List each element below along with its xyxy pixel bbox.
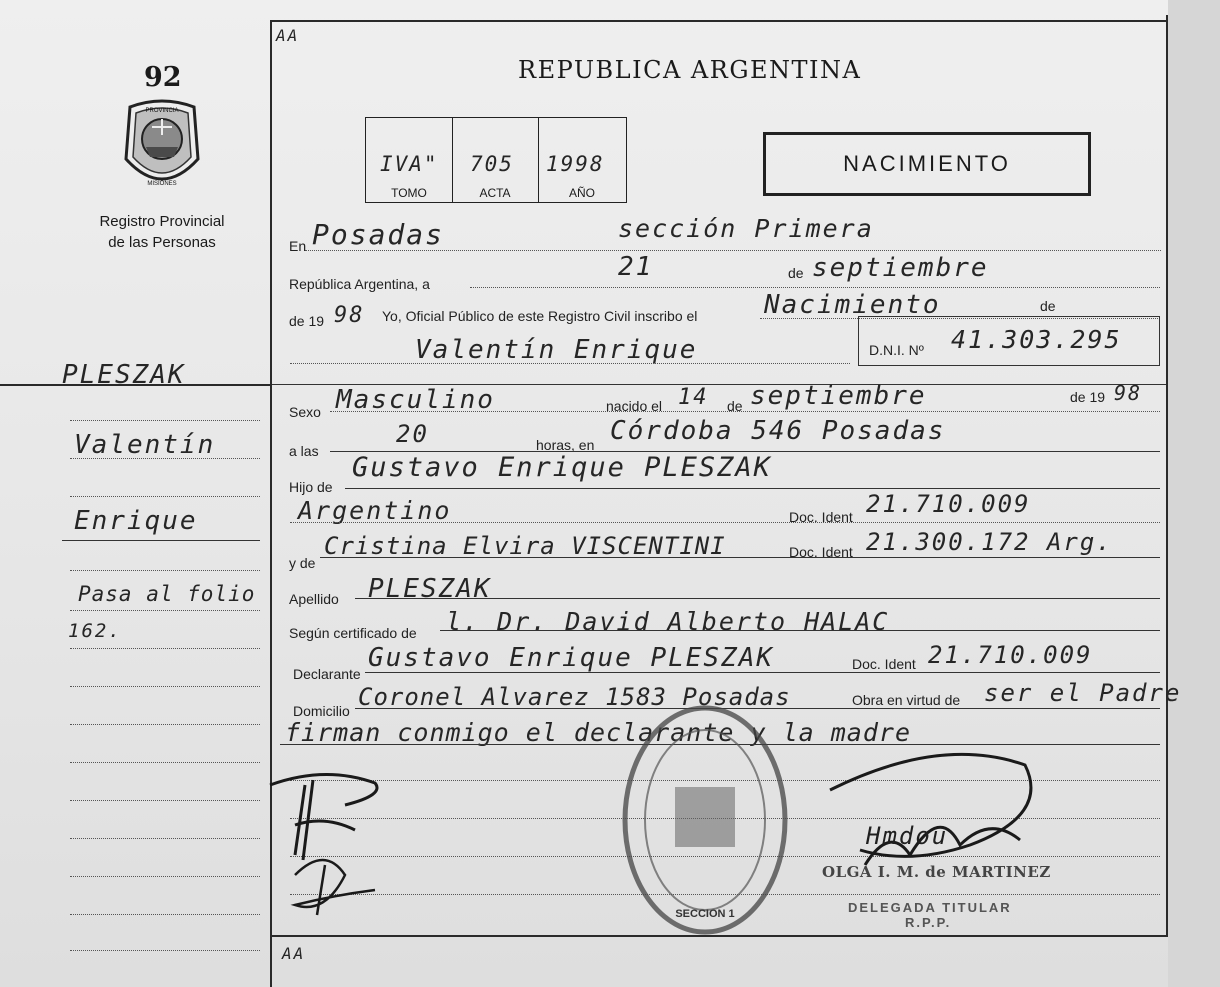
event-value: Nacimiento: [764, 290, 941, 320]
a-las-label: a las: [289, 443, 319, 459]
section-value: sección Primera: [618, 214, 874, 243]
country-title: REPUBLICA ARGENTINA: [518, 56, 862, 84]
registry-name-line1: Registro Provincial: [99, 213, 225, 230]
margin-pasa-line2: 162.: [68, 620, 122, 642]
officer-title: DELEGADA TITULAR: [848, 900, 1012, 915]
declarante-doc: 21.710.009: [928, 641, 1093, 669]
dni-label: D.N.I. Nº: [869, 342, 924, 358]
de-label: de: [788, 265, 804, 281]
row-line: [345, 488, 1160, 489]
tomo-value: IVA": [380, 152, 439, 176]
en-label: En: [289, 238, 307, 254]
margin-row-dots: [70, 420, 260, 421]
margin-row-dots: [70, 876, 260, 877]
seal-bottom-text: MISIONES: [147, 181, 177, 187]
hijo-label: Hijo de: [289, 479, 333, 495]
declarante-label: Declarante: [293, 666, 361, 682]
acta-label: ACTA: [479, 186, 511, 200]
apellido-label: Apellido: [289, 591, 339, 607]
officer-handwritten-signature: Hmdou: [866, 822, 949, 850]
acta-value: 705: [470, 152, 514, 176]
row-line: [365, 672, 1160, 673]
margin-row-dots: [70, 914, 260, 915]
margin-row-dots: [70, 950, 260, 951]
birth-month: septiembre: [750, 381, 927, 411]
registry-name-line2: de las Personas: [108, 234, 216, 251]
official-stamp-icon: [620, 702, 790, 938]
place-value: Posadas: [312, 218, 445, 251]
margin-name1: Valentín: [74, 430, 216, 460]
inscribo-label: Yo, Oficial Público de este Registro Civil inscribo el: [382, 308, 698, 324]
father-doc: 21.710.009: [866, 490, 1031, 518]
declarant-signature-icon: [265, 765, 405, 925]
doc-label-declarante: Doc. Ident: [852, 656, 916, 672]
row-dots: [290, 363, 850, 364]
father-name: Gustavo Enrique PLESZAK: [352, 452, 772, 483]
margin-row-dots: [70, 496, 260, 497]
row-dots: [330, 411, 1160, 412]
surname-value: PLESZAK: [368, 574, 492, 604]
corner-mark-top: AA: [276, 26, 300, 45]
obra-label: Obra en virtud de: [852, 692, 961, 708]
row-line: [355, 598, 1160, 599]
republica-label: República Argentina, a: [289, 276, 430, 292]
domicilio-value: Coronel Alvarez 1583 Posadas: [358, 683, 791, 711]
doc-label-mother: Doc. Ident: [789, 544, 853, 560]
row-line: [440, 630, 1160, 631]
margin-row-dots: [70, 570, 260, 571]
margin-row-dots: [70, 648, 260, 649]
margin-row-dots: [70, 686, 260, 687]
de3-label: de: [727, 398, 743, 414]
margin-row-dots: [70, 724, 260, 725]
declarante-value: Gustavo Enrique PLESZAK: [368, 643, 775, 673]
margin-name2: Enrique: [74, 506, 198, 536]
page-edge: [1168, 0, 1220, 987]
birth-year-suffix: 98: [1114, 381, 1143, 405]
child-names: Valentín Enrique: [415, 335, 698, 365]
de2-label: de: [1040, 298, 1056, 314]
nacido-label: nacido el: [606, 398, 663, 414]
seal-top-text: PROVINCIA: [145, 108, 179, 114]
registry-name: [62, 211, 262, 253]
margin-row-line: [62, 540, 260, 541]
dni-value: 41.303.295: [951, 325, 1122, 354]
day-value: 21: [618, 252, 654, 282]
row-dots: [290, 522, 1160, 523]
margin-row-dots: [70, 800, 260, 801]
margin-row-dots: [70, 762, 260, 763]
birth-day: 14: [678, 385, 709, 410]
firman-value: firman conmigo el declarante y la madre: [285, 718, 911, 747]
top-border: [270, 20, 1168, 22]
sexo-label: Sexo: [289, 404, 321, 420]
row-dots: [305, 250, 1161, 251]
margin-surname: PLESZAK: [62, 360, 186, 390]
margin-row-dots: [70, 458, 260, 459]
domicilio-label: Domicilio: [293, 703, 350, 719]
birth-place: Córdoba 546 Posadas: [610, 416, 946, 446]
act-type-box: NACIMIENTO: [763, 132, 1091, 196]
month-value: septiembre: [812, 253, 989, 283]
anio-value: 1998: [546, 152, 605, 176]
doctor-value: l. Dr. David Alberto HALAC: [446, 607, 890, 636]
sexo-value: Masculino: [336, 385, 495, 415]
officer-name: OLGA I. M. de MARTINEZ: [822, 863, 1051, 881]
de-year2-label: de 19: [1070, 389, 1106, 405]
year-suffix: 98: [334, 303, 365, 328]
right-border: [1166, 15, 1168, 935]
margin-pasa-line1: Pasa al folio: [78, 582, 256, 606]
margin-row-dots: [70, 838, 260, 839]
margin-row-dots: [70, 610, 260, 611]
dni-box: [858, 316, 1160, 366]
row-line: [320, 557, 1160, 558]
corner-mark-bottom: AA: [282, 944, 306, 963]
sheet-number: 92: [144, 62, 182, 93]
doc-label-father: Doc. Ident: [789, 509, 853, 525]
birth-hour: 20: [396, 420, 429, 448]
obra-value: ser el Padre: [984, 679, 1182, 707]
certificado-label: Según certificado de: [289, 625, 417, 641]
y-de-label: y de: [289, 555, 316, 571]
mother-doc: 21.300.172 Arg.: [866, 528, 1113, 556]
de-year-label: de 19: [289, 313, 325, 329]
row-dots: [470, 287, 1160, 288]
horas-label: horas, en: [536, 437, 595, 453]
stamp-section-text: SECCION 1: [675, 908, 735, 920]
officer-org: R.P.P.: [905, 915, 952, 930]
tomo-label: TOMO: [391, 186, 427, 200]
mother-name: Cristina Elvira VISCENTINI: [324, 532, 726, 560]
record-number-box: [365, 117, 627, 203]
anio-label: AÑO: [568, 186, 595, 200]
father-nationality: Argentino: [298, 496, 452, 525]
provincial-seal-icon: [118, 99, 206, 195]
